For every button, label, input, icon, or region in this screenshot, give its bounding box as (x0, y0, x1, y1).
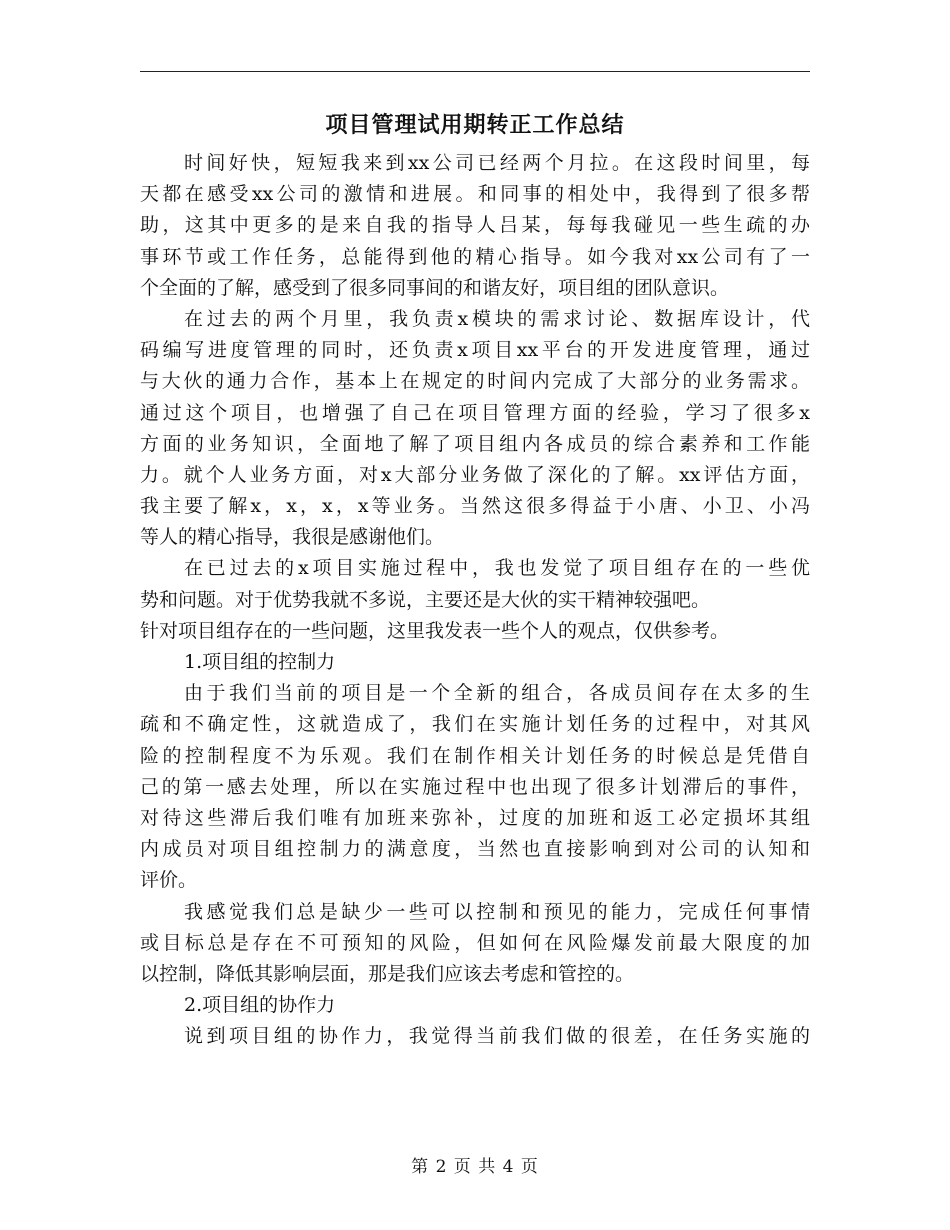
text-line: 内成员对项目组控制力的满意度，当然也直接影响到对公司的认知和 (140, 838, 810, 861)
text-line: 我感觉我们总是缺少一些可以控制和预见的能力，完成任何事情 (184, 900, 810, 923)
text-line: 1.项目组的控制力 (184, 651, 336, 673)
text-line: 2.项目组的协作力 (184, 994, 336, 1017)
text-line: 码编写进度管理的同时，还负责x项目xx平台的开发进度管理，通过 (140, 339, 810, 362)
text-line: 个全面的了解，感受到了很多同事间的和谐友好，项目组的团队意识。 (140, 276, 730, 299)
text-line: 我主要了解x，x，x，x等业务。当然这很多得益于小唐、小卫、小冯 (140, 495, 810, 518)
text-line: 通过这个项目，也增强了自己在项目管理方面的经验，学习了很多x (140, 401, 810, 424)
text-line: 或目标总是存在不可预知的风险，但如何在风险爆发前最大限度的加 (140, 931, 810, 954)
text-line: 由于我们当前的项目是一个全新的组合，各成员间存在太多的生 (184, 682, 810, 705)
text-line: 疏和不确定性，这就造成了，我们在实施计划任务的过程中，对其风 (140, 713, 810, 736)
text-line: 事环节或工作任务，总能得到他的精心指导。如今我对xx公司有了一 (140, 245, 810, 268)
text-line: 针对项目组存在的一些问题，这里我发表一些个人的观点，仅供参考。 (140, 619, 730, 642)
header-rule (140, 71, 810, 72)
document-body (140, 148, 810, 1052)
text-line: 己的第一感去处理，所以在实施过程中也出现了很多计划滞后的事件， (140, 775, 810, 798)
page-footer: 第 2 页 共 4 页 (411, 1157, 539, 1177)
text-line: 在过去的两个月里，我负责x模块的需求讨论、数据库设计，代 (184, 307, 810, 330)
text-line: 助，这其中更多的是来自我的指导人吕某，每每我碰见一些生疏的办 (140, 214, 810, 237)
text-line: 评价。 (140, 869, 198, 892)
text-line: 对待这些滞后我们唯有加班来弥补，过度的加班和返工必定损坏其组 (140, 806, 810, 829)
text-line: 以控制，降低其影响层面，那是我们应该去考虑和管控的。 (140, 962, 635, 985)
text-line: 等人的精心指导，我很是感谢他们。 (140, 526, 445, 549)
text-line: 与大伙的通力合作，基本上在规定的时间内完成了大部分的业务需求。 (140, 370, 810, 393)
text-line: 方面的业务知识，全面地了解了项目组内各成员的综合素养和工作能 (140, 432, 810, 455)
document-title: 项目管理试用期转正工作总结 (325, 112, 625, 138)
text-line: 时间好快，短短我来到xx公司已经两个月拉。在这段时间里，每 (184, 152, 810, 174)
text-line: 在已过去的x项目实施过程中，我也发觉了项目组存在的一些优 (184, 557, 810, 580)
text-line: 天都在感受xx公司的激情和进展。和同事的相处中，我得到了很多帮 (140, 183, 810, 206)
text-line: 险的控制程度不为乐观。我们在制作相关计划任务的时候总是凭借自 (140, 744, 810, 767)
text-line: 说到项目组的协作力，我觉得当前我们做的很差，在任务实施的 (184, 1025, 810, 1048)
text-line: 势和问题。对于优势我就不多说，主要还是大伙的实干精神较强吧。 (140, 588, 711, 611)
text-line: 力。就个人业务方面，对x大部分业务做了深化的了解。xx评估方面， (140, 463, 810, 486)
